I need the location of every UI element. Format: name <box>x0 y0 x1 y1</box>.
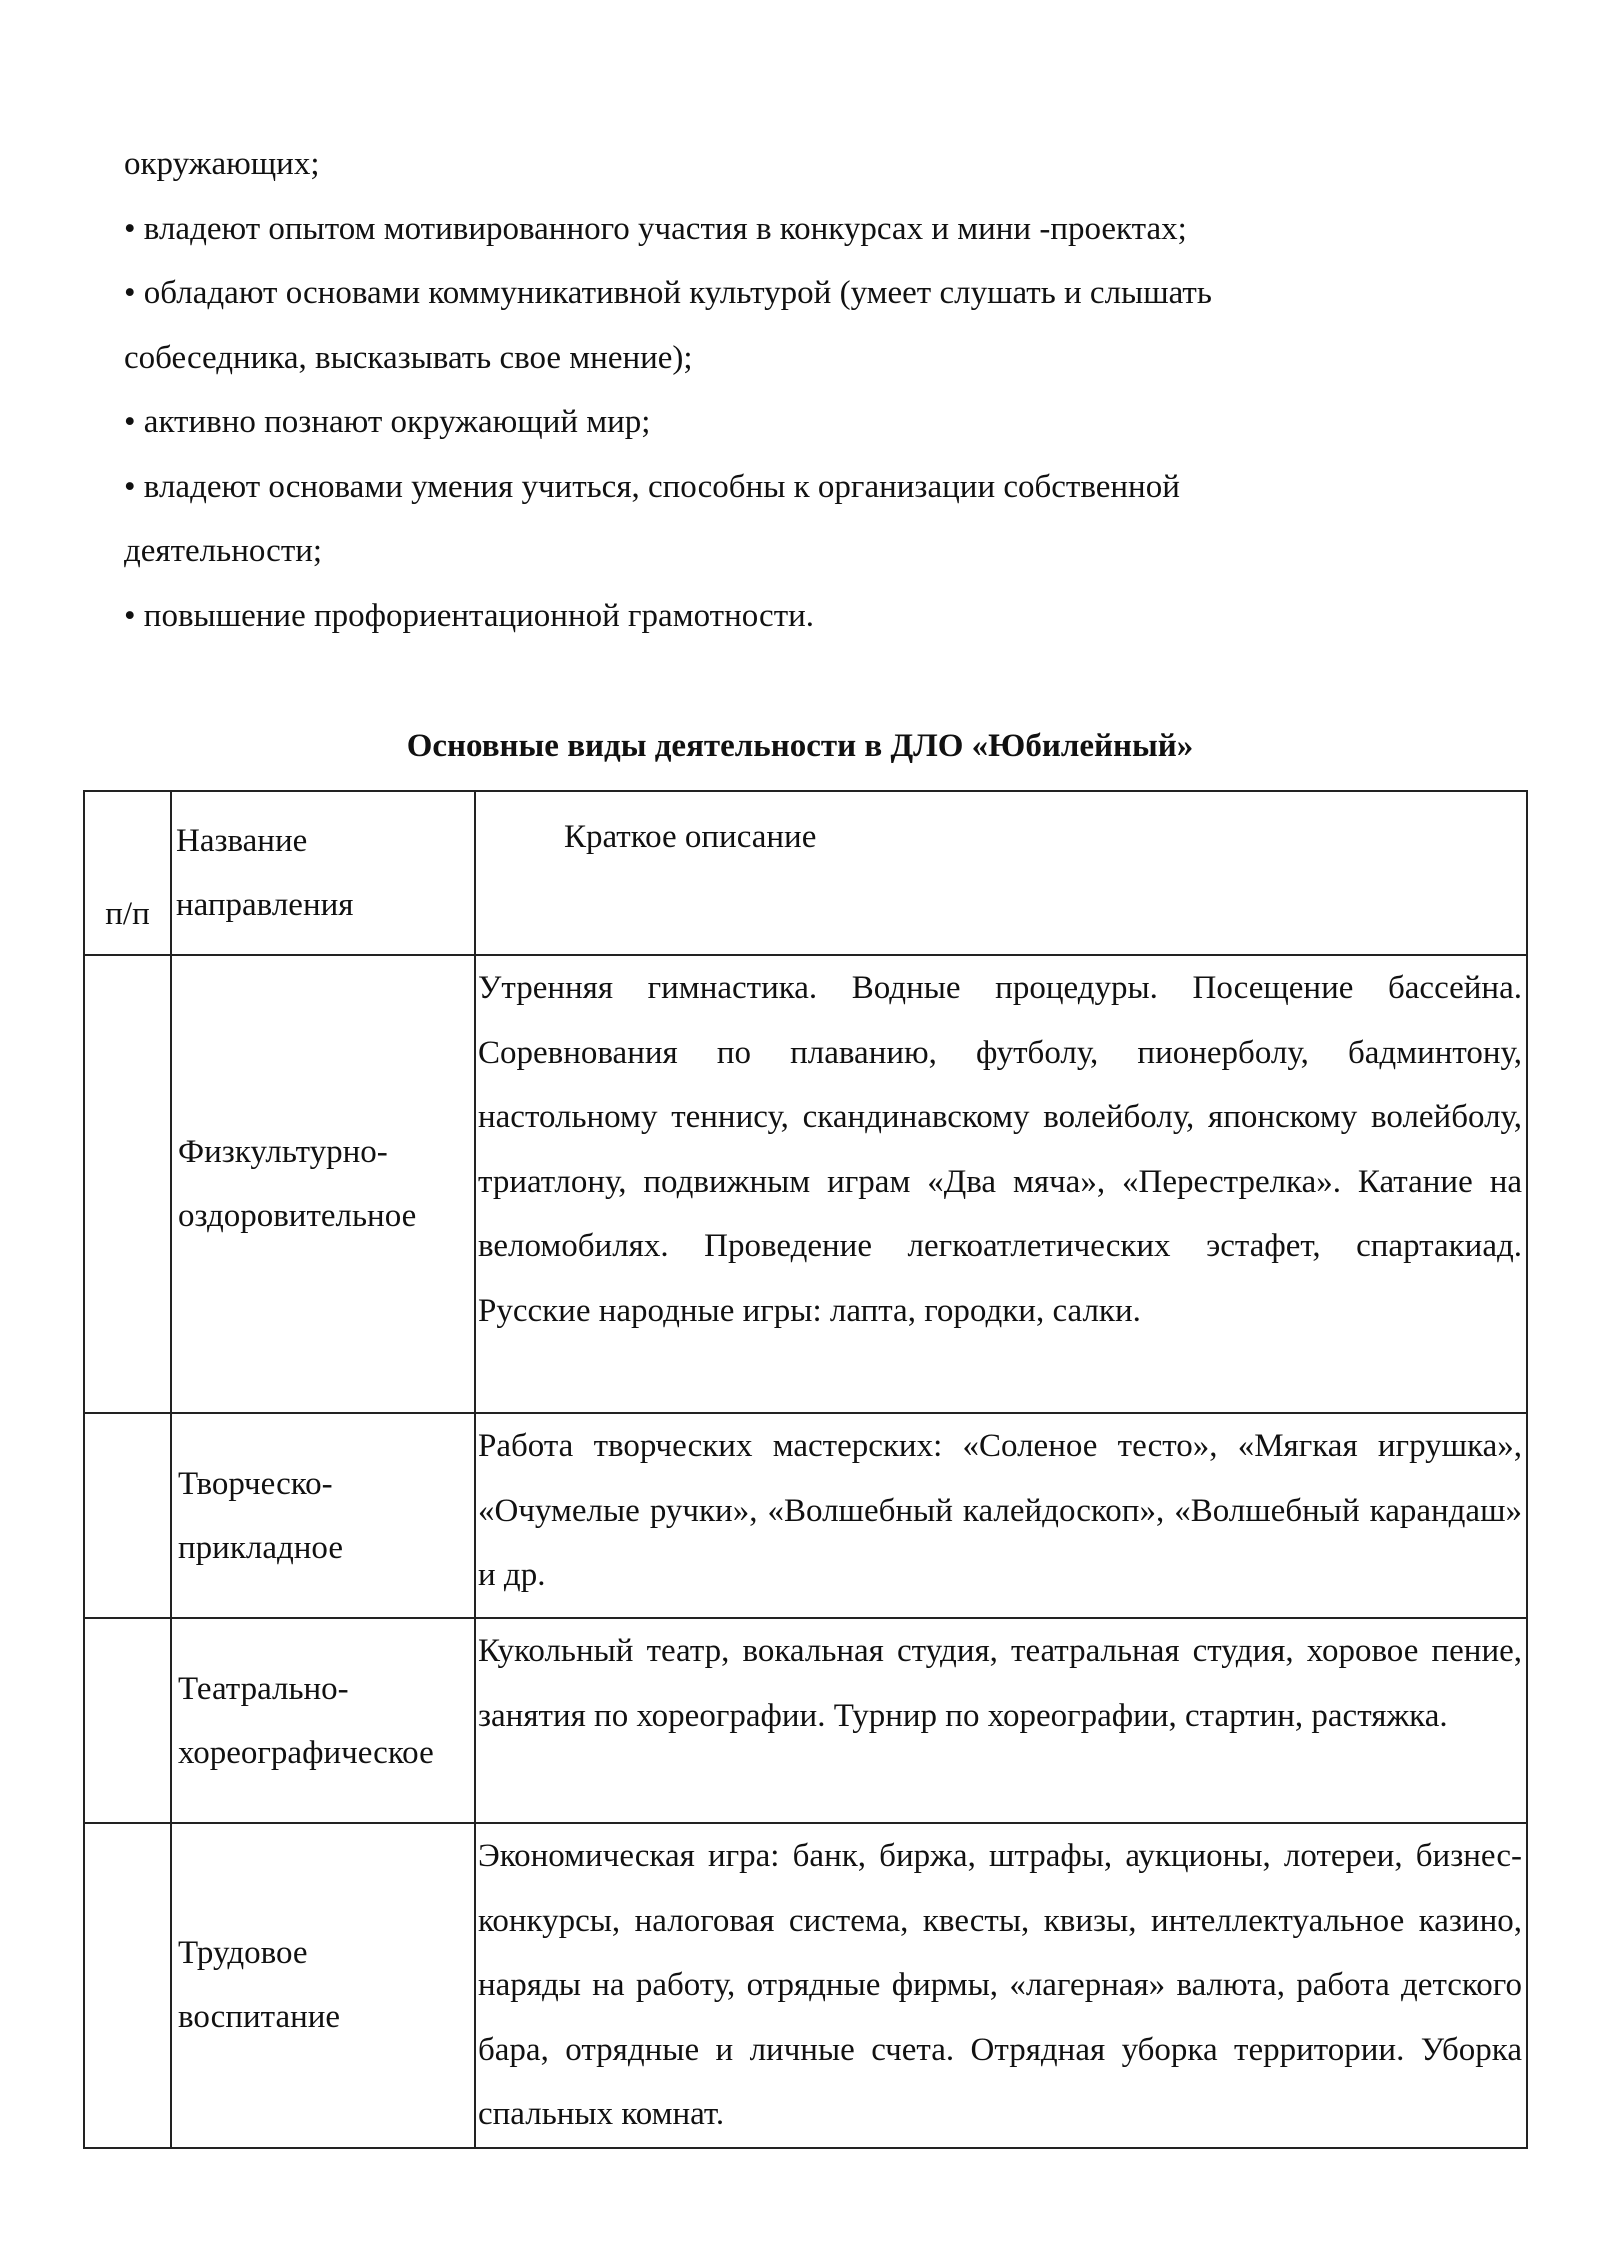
intro-line: • активно познают окружающий мир; <box>124 404 651 440</box>
section-heading: Основные виды деятельности в ДЛО «Юбилейный» <box>406 728 1194 764</box>
intro-line: деятельности; <box>124 533 323 569</box>
table-header-row <box>84 791 1527 955</box>
header-name-line: Название <box>176 823 308 859</box>
direction-name-line: прикладное <box>178 1529 343 1566</box>
direction-name-line: хореографическое <box>178 1734 434 1771</box>
num-cell <box>84 1823 171 2148</box>
table-row <box>84 955 1527 1413</box>
table-row <box>84 1618 1527 1823</box>
intro-line: • владеют опытом мотивированного участия в конкурсах и мини -проектах; <box>124 210 1187 247</box>
table-row <box>84 1823 1527 2148</box>
direction-name-cell <box>171 1618 475 1823</box>
direction-name-line: Трудовое <box>178 1935 308 1972</box>
direction-name-line: оздоровительное <box>178 1198 417 1234</box>
intro-line: • владеют основами умения учиться, способны к организации собственной <box>124 468 1180 505</box>
description-cell: Работа творческих мастерских: «Соленое тесто», «Мягкая игрушка», «Очумелые ручки», «Волшебный калейдоскоп», «Волшебный карандаш» и др. <box>475 1413 1527 1618</box>
description-cell: Утренняя гимнастика. Водные процедуры. Посещение бассейна. Соревнования по плаванию, футболу, пионерболу, бадминтону, настольному теннису, скандинавскому волейболу, японскому волейболу, триатлону, подвижным играм «Два мяча», «Перестрелка». Катание на веломобилях. Проведение легкоатлетических эстафет, спартакиад. Русские народные игры: лапта, городки, салки. <box>475 955 1527 1413</box>
intro-line: • повышение профориентационной грамотности. <box>124 597 815 634</box>
intro-list <box>124 132 1504 648</box>
activities-table <box>83 790 1528 2149</box>
num-cell <box>84 1618 171 1823</box>
direction-name-line: Физкультурно- <box>178 1134 388 1170</box>
table-row <box>84 1413 1527 1618</box>
num-cell <box>84 955 171 1413</box>
direction-name-line: Творческо- <box>178 1465 333 1502</box>
direction-name-cell <box>171 955 475 1413</box>
direction-name-cell <box>171 1823 475 2148</box>
description-cell: Кукольный театр, вокальная студия, театральная студия, хоровое пение, занятия по хореографии. Турнир по хореографии, стартин, растяжка. <box>475 1618 1527 1823</box>
description-cell: Экономическая игра: банк, биржа, штрафы, аукционы, лотереи, бизнес-конкурсы, налоговая система, квесты, квизы, интеллектуальное казино, наряды на работу, отрядные фирмы, «лагерная» валюта, работа детского бара, отрядные и личные счета. Отрядная уборка территории. Уборка спальных комнат. <box>475 1823 1527 2148</box>
header-name-line: направления <box>176 887 354 923</box>
header-desc-cell: Краткое описание <box>475 791 1527 955</box>
direction-name-line: воспитание <box>178 1999 341 2036</box>
header-num-cell: п/п <box>84 791 171 955</box>
intro-line: собеседника, высказывать свое мнение); <box>124 339 693 376</box>
intro-line: окружающих; <box>124 146 320 182</box>
header-name-cell <box>171 791 475 955</box>
direction-name-cell <box>171 1413 475 1618</box>
direction-name-line: Театрально- <box>178 1670 349 1707</box>
intro-line: • обладают основами коммуникативной культурой (умеет слушать и слышать <box>124 275 1212 311</box>
num-cell <box>84 1413 171 1618</box>
